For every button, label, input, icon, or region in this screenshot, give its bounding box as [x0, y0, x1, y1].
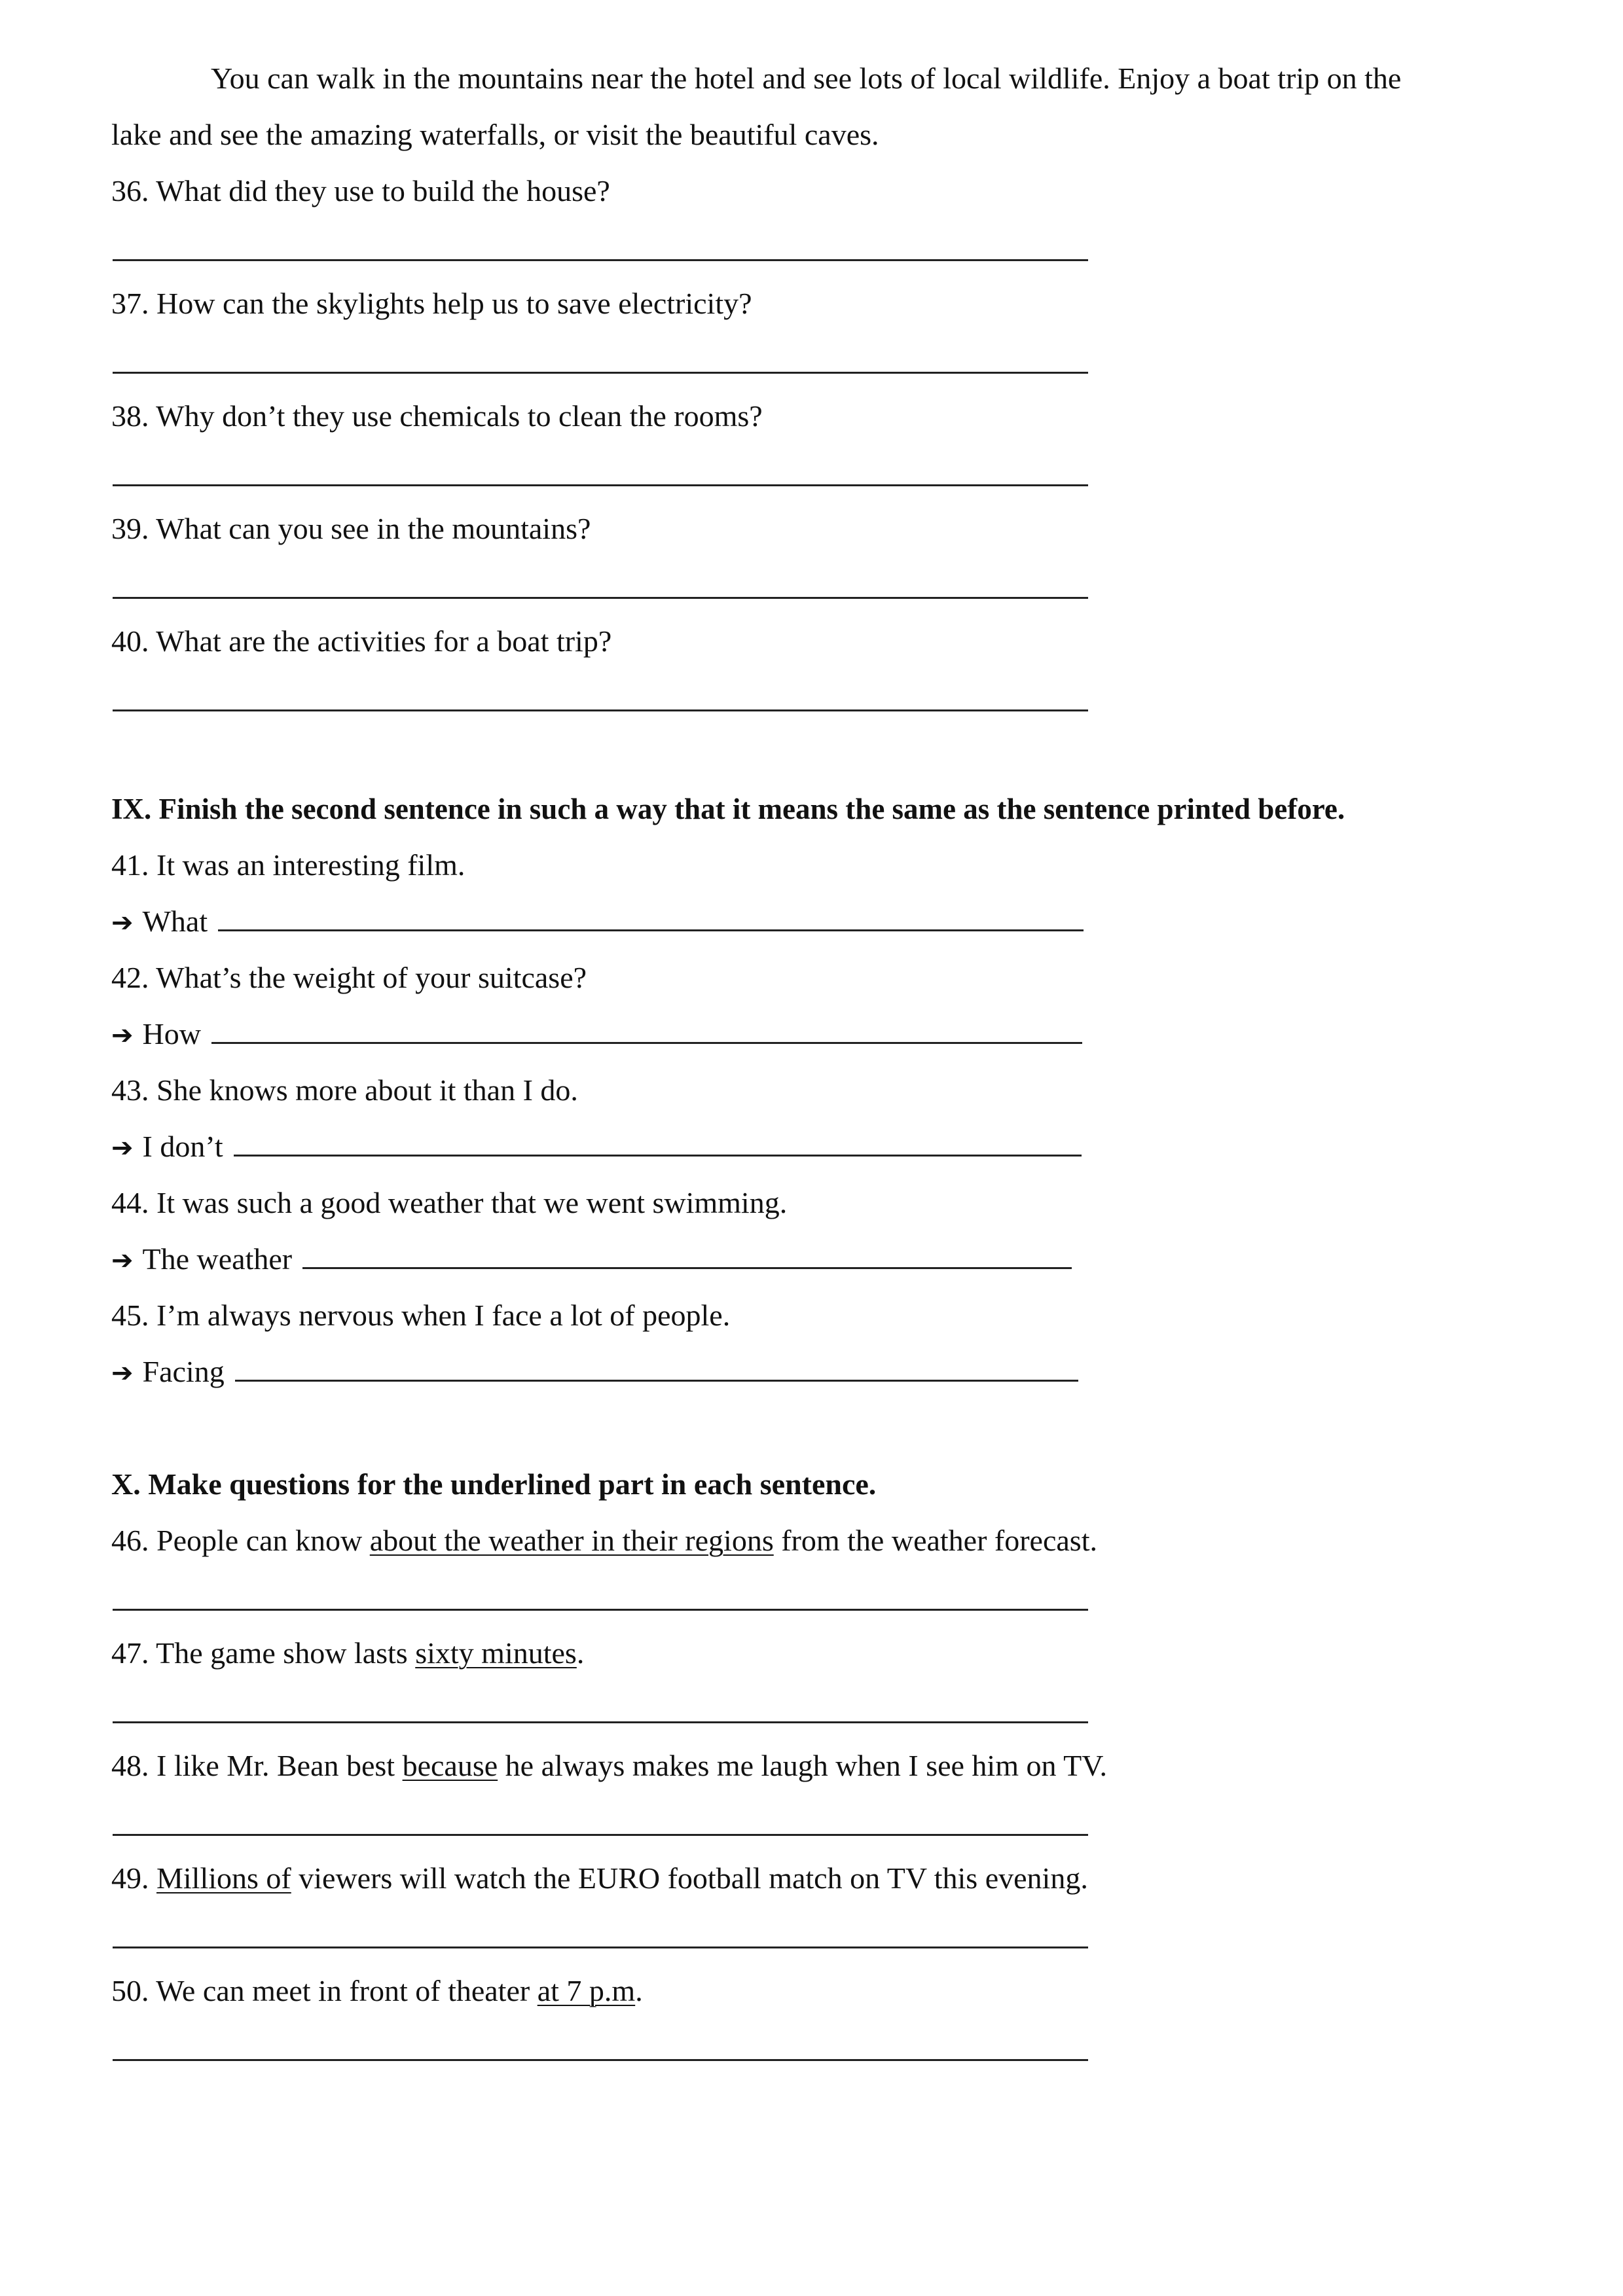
section-ix-heading: IX. Finish the second sentence in such a way that it means the same as the sentence printed before.	[111, 793, 1345, 825]
sentence-45: 45. I’m always nervous when I face a lot of people.	[111, 1299, 731, 1332]
question-48-underlined: because	[402, 1749, 498, 1782]
passage-line-2: lake and see the amazing waterfalls, or visit the beautiful caves.	[111, 118, 879, 151]
question-46-text-after: from the weather forecast.	[773, 1524, 1097, 1557]
answer-line-47[interactable]	[113, 1721, 1088, 1723]
rewrite-row-45	[111, 1352, 1078, 1393]
answer-line-48[interactable]	[113, 1834, 1088, 1836]
arrow-right-icon: ➔	[111, 1246, 134, 1276]
sentence-42: 42. What’s the weight of your suitcase?	[111, 961, 587, 994]
arrow-right-icon: ➔	[111, 1133, 134, 1163]
rewrite-blank-43[interactable]	[234, 1128, 1082, 1157]
question-37: 37. How can the skylights help us to save electricity?	[111, 287, 752, 320]
rewrite-blank-41[interactable]	[218, 903, 1084, 931]
question-49-underlined: Millions of	[156, 1861, 291, 1895]
question-48	[111, 1746, 1107, 1785]
question-48-text-before: 48. I like Mr. Bean best	[111, 1749, 403, 1782]
question-46-text-before: 46. People can know	[111, 1524, 370, 1557]
answer-line-40[interactable]	[113, 709, 1088, 711]
rewrite-row-44	[111, 1240, 1072, 1280]
question-47-text-before: 47. The game show lasts	[111, 1636, 416, 1670]
rewrite-row-43	[111, 1127, 1082, 1168]
rewrite-prompt-42: How	[142, 1017, 201, 1050]
answer-line-37[interactable]	[113, 372, 1088, 374]
question-49-text-after: viewers will watch the EURO football match on TV this evening.	[291, 1861, 1088, 1895]
question-46-underlined: about the weather in their regions	[369, 1524, 774, 1557]
question-38: 38. Why don’t they use chemicals to clean the rooms?	[111, 399, 763, 433]
answer-line-50[interactable]	[113, 2059, 1088, 2061]
answer-line-36[interactable]	[113, 259, 1088, 261]
arrow-right-icon: ➔	[111, 908, 134, 938]
answer-line-38[interactable]	[113, 484, 1088, 486]
answer-line-39[interactable]	[113, 597, 1088, 599]
rewrite-blank-45[interactable]	[235, 1354, 1078, 1382]
rewrite-blank-42[interactable]	[211, 1016, 1082, 1044]
answer-line-46[interactable]	[113, 1609, 1088, 1611]
question-36: 36. What did they use to build the house?	[111, 174, 610, 207]
rewrite-prompt-41: What	[142, 905, 208, 938]
question-50-text-after: .	[635, 1974, 643, 2007]
rewrite-blank-44[interactable]	[302, 1241, 1072, 1269]
arrow-right-icon: ➔	[111, 1020, 134, 1050]
rewrite-prompt-43: I don’t	[142, 1130, 223, 1163]
question-50-text-before: 50. We can meet in front of theater	[111, 1974, 538, 2007]
question-46	[111, 1521, 1097, 1560]
rewrite-row-41	[111, 902, 1084, 942]
question-39: 39. What can you see in the mountains?	[111, 512, 591, 545]
sentence-44: 44. It was such a good weather that we went swimming.	[111, 1186, 788, 1219]
question-50	[111, 1971, 643, 2011]
question-47	[111, 1634, 584, 1673]
arrow-right-icon: ➔	[111, 1358, 134, 1388]
question-48-text-after: he always makes me laugh when I see him on TV.	[498, 1749, 1108, 1782]
rewrite-prompt-45: Facing	[142, 1355, 225, 1388]
question-40: 40. What are the activities for a boat trip?	[111, 624, 612, 658]
question-50-underlined: at 7 p.m	[537, 1974, 636, 2007]
question-49	[111, 1859, 1088, 1898]
rewrite-prompt-44: The weather	[142, 1242, 293, 1276]
section-x-heading: X. Make questions for the underlined part in each sentence.	[111, 1467, 877, 1501]
question-47-text-after: .	[576, 1636, 585, 1670]
answer-line-49[interactable]	[113, 1946, 1088, 1948]
sentence-43: 43. She knows more about it than I do.	[111, 1073, 578, 1107]
question-49-text-before: 49.	[111, 1861, 156, 1895]
question-47-underlined: sixty minutes	[415, 1636, 577, 1670]
passage-line-1: You can walk in the mountains near the hotel and see lots of local wildlife. Enjoy a boat trip on the	[211, 62, 1402, 95]
sentence-41: 41. It was an interesting film.	[111, 848, 465, 882]
rewrite-row-42	[111, 1014, 1082, 1055]
